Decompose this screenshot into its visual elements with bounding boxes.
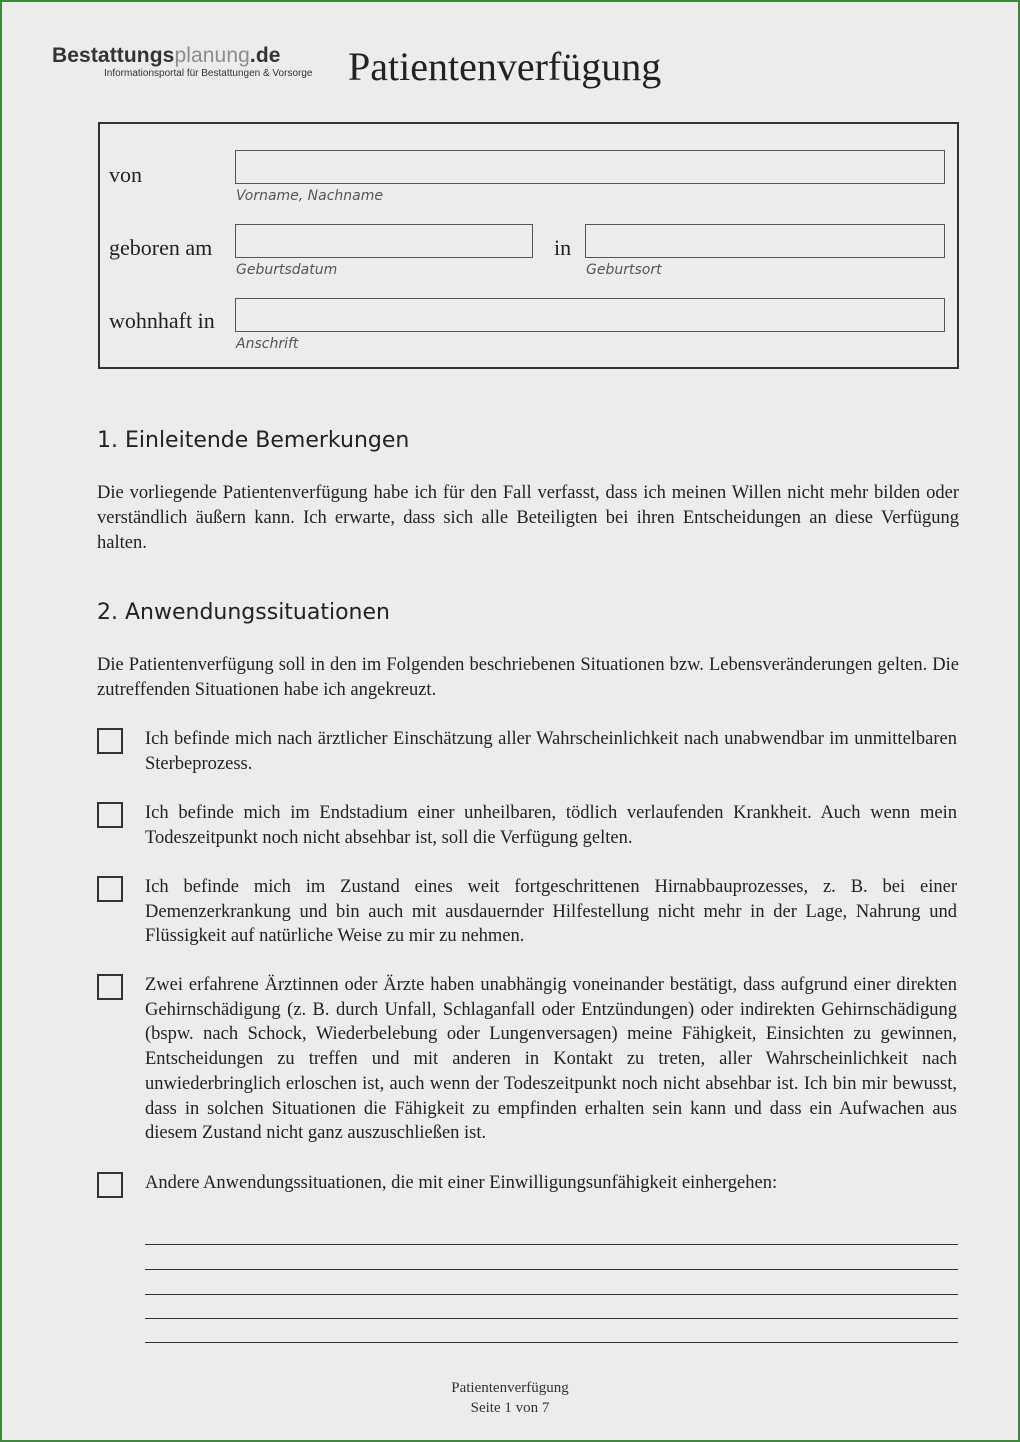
address-field[interactable] — [235, 298, 945, 332]
writing-line[interactable] — [145, 1318, 958, 1319]
birth-date-hint: Geburtsdatum — [236, 262, 338, 278]
document-title: Patientenverfügung — [348, 44, 662, 89]
personal-info-box — [98, 122, 959, 369]
option-1-checkbox[interactable] — [97, 728, 123, 754]
site-logo — [52, 44, 312, 79]
writing-line[interactable] — [145, 1342, 958, 1343]
logo-wordmark — [52, 44, 312, 68]
writing-line[interactable] — [145, 1294, 958, 1295]
option-3-text: Ich befinde mich im Zustand eines weit fortgeschrittenen Hirnabbauprozesses, z. B. bei einer Demenzerkrankung und bin auch mit ausdauernder Hilfestellung nicht mehr in der Lage, Nahrung und Flüssigkeit auf natürliche Weise zu mir zu nehmen. — [145, 877, 957, 947]
address-hint: Anschrift — [236, 336, 299, 352]
name-field[interactable] — [235, 150, 945, 184]
logo-part-2: planung — [174, 44, 250, 67]
footer-page-number: Seite 1 von 7 — [470, 1400, 550, 1416]
section-2-heading: 2. Anwendungssituationen — [97, 600, 390, 625]
option-4-checkbox[interactable] — [97, 974, 123, 1000]
logo-part-3: .de — [249, 44, 281, 67]
birth-place-hint: Geburtsort — [586, 262, 662, 278]
logo-tagline: Informationsportal für Bestattungen & Vorsorge — [104, 68, 313, 79]
footer-title: Patientenverfügung — [451, 1380, 569, 1396]
option-2-checkbox[interactable] — [97, 802, 123, 828]
writing-line[interactable] — [145, 1244, 958, 1245]
option-2-text: Ich befinde mich im Endstadium einer unheilbaren, tödlich verlaufenden Krankheit. Auch wenn mein Todeszeitpunkt noch nicht absehbar ist, soll die Verfügung gelten. — [145, 803, 957, 848]
address-label: wohnhaft in — [109, 308, 215, 333]
option-4-text: Zwei erfahrene Ärztinnen oder Ärzte haben unabhängig voneinander bestätigt, dass aufgrund einer direkten Gehirnschädigung (z. B. durch Unfall, Schlaganfall oder Entzündungen) oder indirekten Gehirnschädigung (bspw. nach Schock, Wiederbelebung oder Lungenversagen) meine Fähigkeit, Einsichten zu gewinnen, Entscheidungen zu treffen und mit anderen in Kontakt zu treten, aller Wahrscheinlichkeit nach unwiederbringlich erloschen ist, auch wenn der Todeszeitpunkt noch nicht absehbar ist. Ich bin mir bewusst, dass in solchen Situationen die Fähigkeit zu empfinden erhalten sein kann und dass ein Aufwachen aus diesem Zustand nicht ganz auszuschließen ist. — [145, 975, 957, 1144]
logo-part-1: Bestattungs — [52, 44, 175, 67]
option-3-checkbox[interactable] — [97, 876, 123, 902]
writing-line[interactable] — [145, 1269, 958, 1270]
birth-place-field[interactable] — [585, 224, 945, 258]
in-label: in — [554, 235, 572, 260]
option-5-checkbox[interactable] — [97, 1172, 123, 1198]
born-label: geboren am — [109, 235, 213, 260]
option-1-text: Ich befinde mich nach ärztlicher Einschätzung aller Wahrscheinlichkeit nach unabwendbar im unmittelbaren Sterbeprozess. — [145, 729, 957, 774]
section-1-heading: 1. Einleitende Bemerkungen — [97, 428, 410, 453]
section-1-text: Die vorliegende Patientenverfügung habe ich für den Fall verfasst, dass ich meinen Willen nicht mehr bilden oder verständlich äußern kann. Ich erwarte, dass sich alle Beteiligten bei ihren Entscheidungen an diese Verfügung halten. — [97, 483, 959, 553]
von-label: von — [109, 162, 142, 187]
option-5-text: Andere Anwendungssituationen, die mit einer Einwilligungsunfähigkeit einhergehen: — [145, 1173, 778, 1193]
birth-date-field[interactable] — [235, 224, 533, 258]
name-hint: Vorname, Nachname — [236, 188, 384, 204]
section-2-intro: Die Patientenverfügung soll in den im Folgenden beschriebenen Situationen bzw. Lebensveränderungen gelten. Die zutreffenden Situationen habe ich angekreuzt. — [97, 655, 959, 700]
